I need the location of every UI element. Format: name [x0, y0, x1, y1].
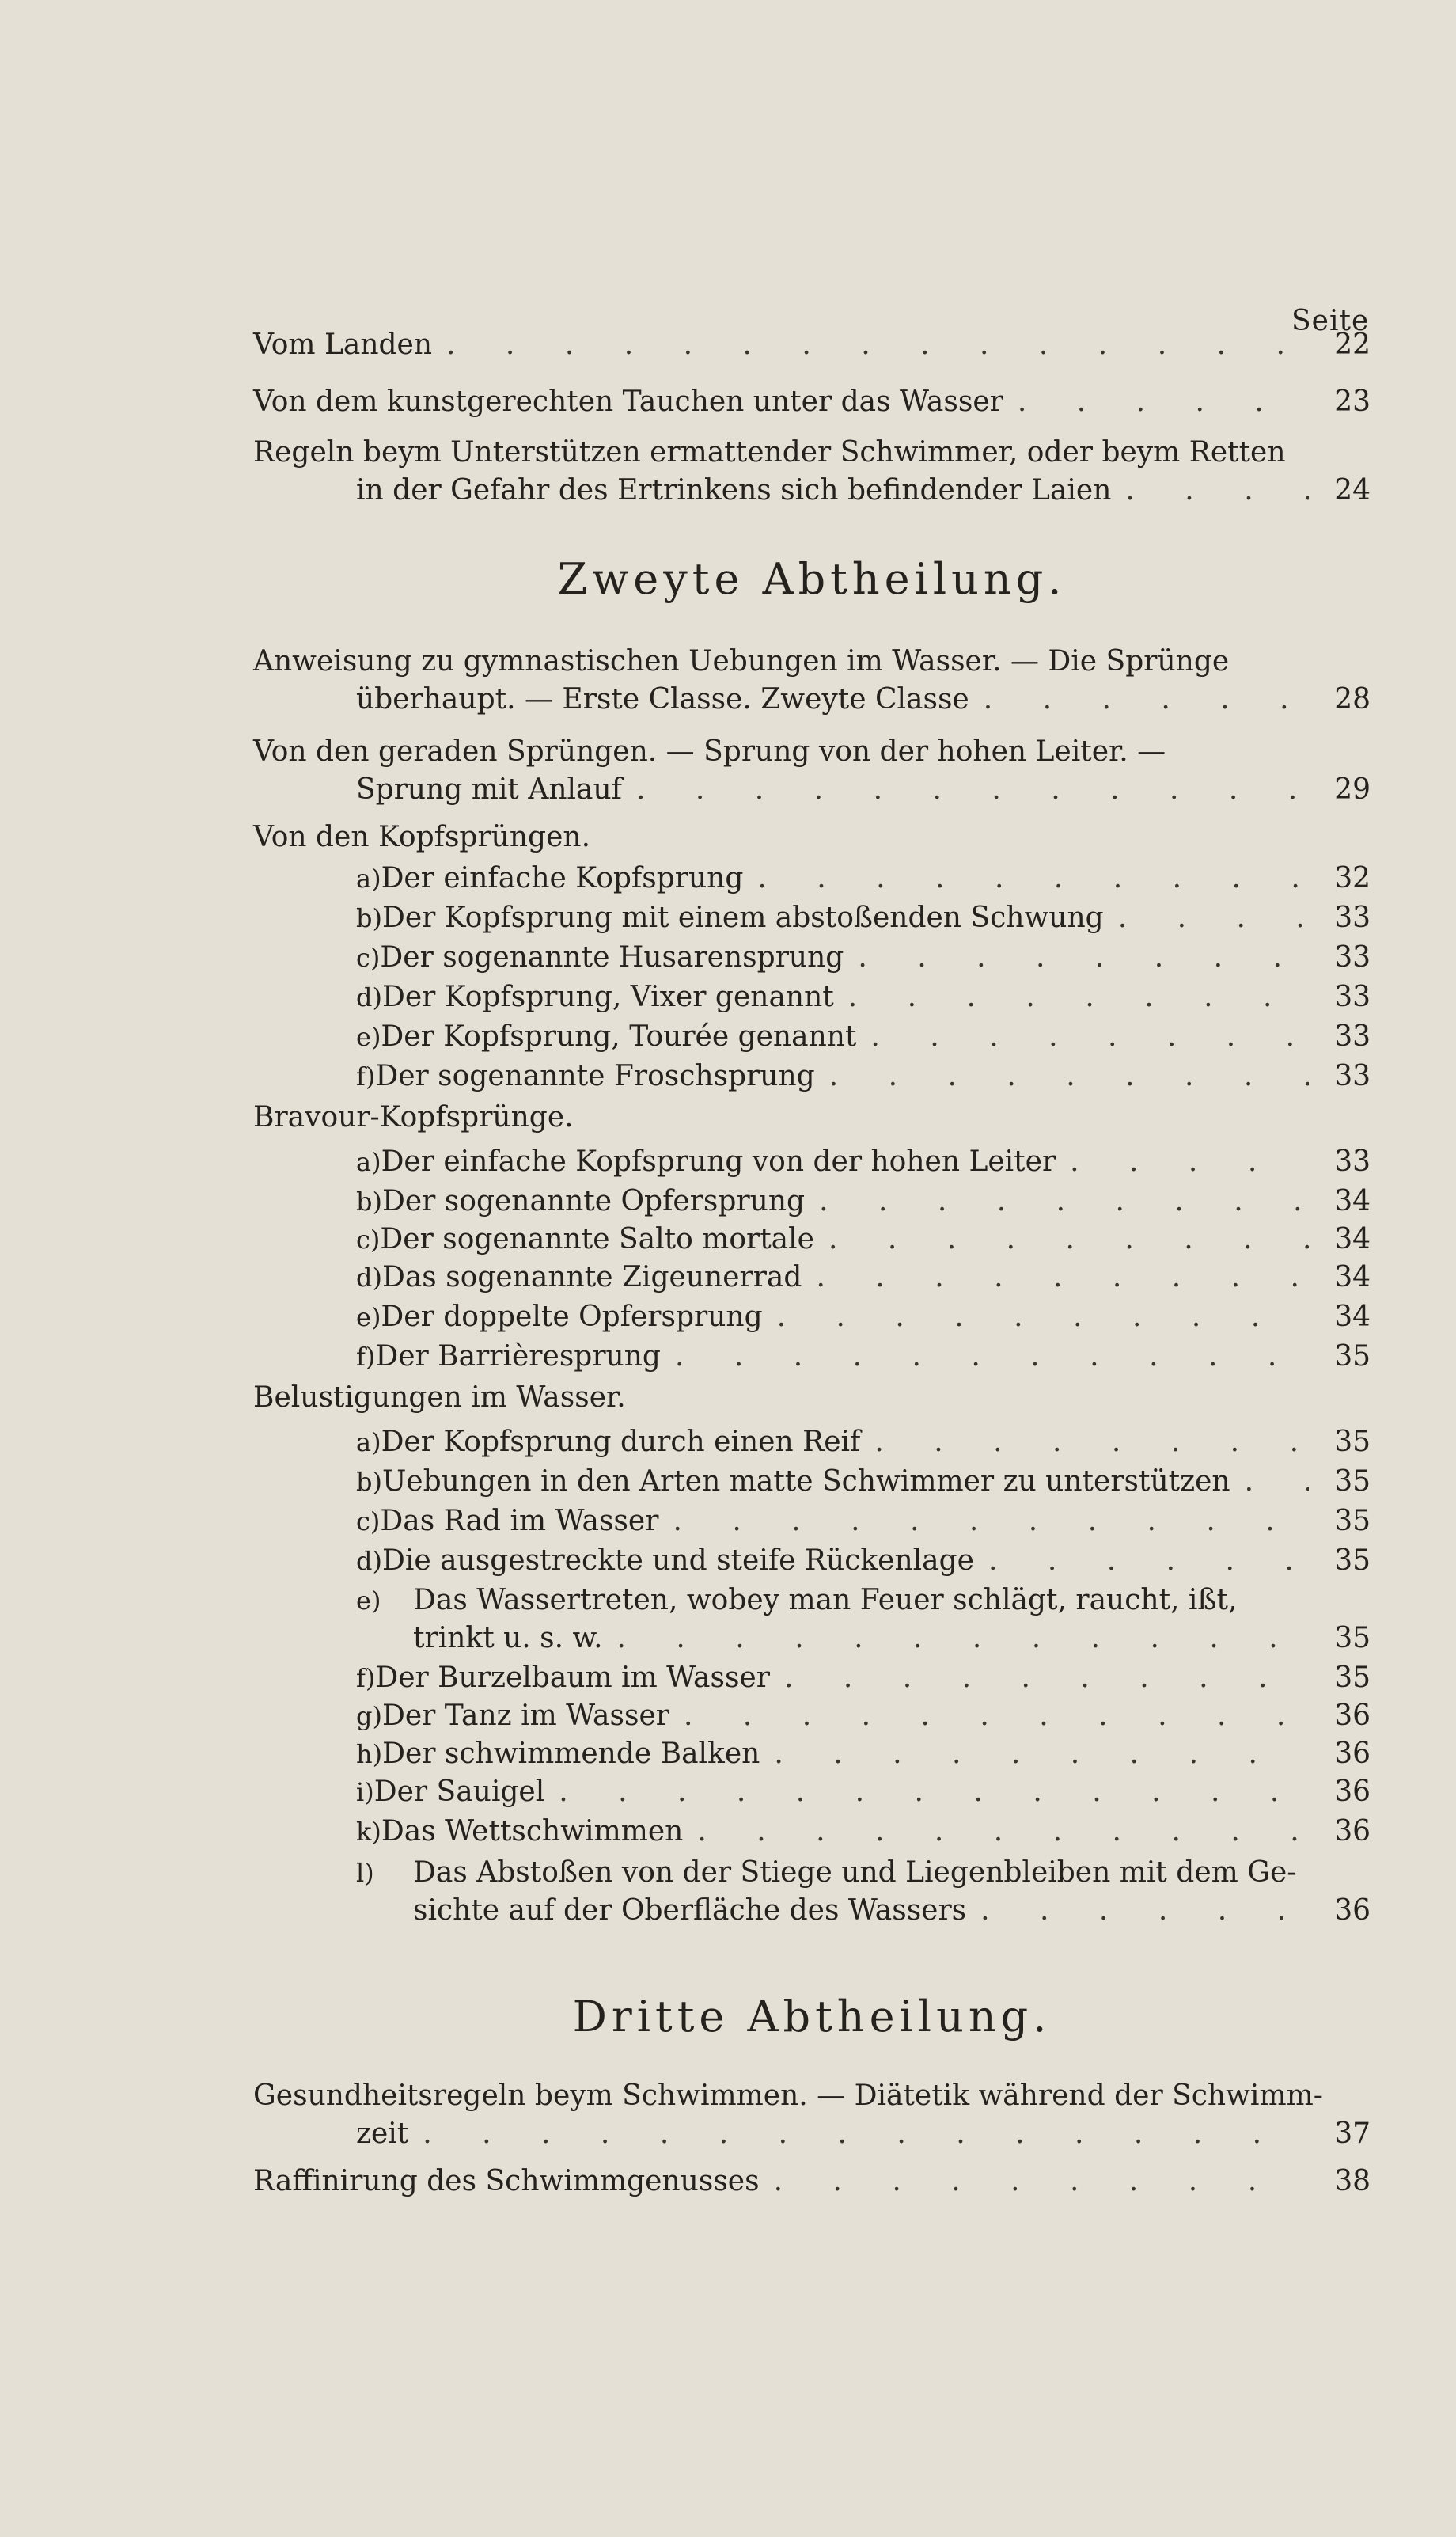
- page-number: 33: [1334, 941, 1371, 974]
- toc-subentry: d) Der Kopfsprung, Vixer genannt . . . 33: [356, 978, 1371, 1016]
- subsection-title: Belustigungen im Wasser.: [253, 1381, 626, 1414]
- section-heading: Dritte Abtheilung.: [572, 1992, 1052, 2041]
- page-number: 33: [1334, 1145, 1371, 1178]
- toc-subentry: c) Das Rad im Wasser . . . 35: [356, 1502, 1371, 1540]
- toc-subentry: e) Der doppelte Opfersprung . . . 34: [356, 1298, 1371, 1336]
- page-number: 34: [1334, 1185, 1371, 1217]
- toc-subentry: c) Der sogenannte Salto mortale . . . 34: [356, 1221, 1371, 1259]
- page-number: 35: [1334, 1622, 1371, 1654]
- toc-subentry: l) Das Abstoßen von der Stiege und Liegenbleiben mit dem Ge- sichte auf der Oberfläche des Wassers . . . 36: [356, 1854, 1371, 1930]
- page-number: 36: [1334, 1700, 1371, 1732]
- toc-subentry: c) Der sogenannte Husarensprung . . . 33: [356, 939, 1371, 977]
- toc-subentry: b) Der Kopfsprung mit einem abstoßenden Schwung . . . 33: [356, 899, 1371, 937]
- page-number: 35: [1334, 1662, 1371, 1694]
- toc-subentry: a) Der Kopfsprung durch einen Reif . . . 35: [356, 1423, 1371, 1461]
- page-number: 35: [1334, 1426, 1371, 1458]
- page-number: 36: [1334, 1894, 1371, 1927]
- page-number: 37: [1334, 2117, 1371, 2150]
- toc-subentry: f) Der Barrièresprung . . . 35: [356, 1338, 1371, 1376]
- toc-subentry: i) Der Sauigel . . . 36: [356, 1773, 1371, 1811]
- toc-entry: Gesundheitsregeln beym Schwimmen. — Diätetik während der Schwimm- zeit . . . 37: [253, 2077, 1371, 2153]
- page-number: 36: [1334, 1738, 1371, 1770]
- toc-entry: Regeln beym Unterstützen ermattender Schwimmer, oder beym Retten in der Gefahr des Ertrinkens sich befindender Laien . . . 24: [253, 434, 1371, 510]
- page-number: 33: [1334, 902, 1371, 934]
- page-number: 35: [1334, 1340, 1371, 1373]
- section-heading: Zweyte Abtheilung.: [557, 554, 1067, 604]
- page-number: 34: [1334, 1223, 1371, 1255]
- page-number: 32: [1334, 862, 1371, 894]
- page-number: 33: [1334, 1060, 1371, 1092]
- toc-subentry: d) Die ausgestreckte und steife Rückenlage . . . 35: [356, 1542, 1371, 1580]
- toc-subentry: g) Der Tanz im Wasser . . . 36: [356, 1697, 1371, 1735]
- toc-subentry: e) Der Kopfsprung, Tourée genannt . . . 33: [356, 1018, 1371, 1056]
- page-number: 33: [1334, 1020, 1371, 1053]
- toc-entry: Von dem kunstgerechten Tauchen unter das Wasser . . . 23: [253, 383, 1371, 421]
- toc-subentry: a) Der einfache Kopfsprung . . . 32: [356, 860, 1371, 898]
- toc-subentry: f) Der Burzelbaum im Wasser . . . 35: [356, 1659, 1371, 1697]
- subsection-title: Bravour-Kopfsprünge.: [253, 1101, 574, 1134]
- page-number: 35: [1334, 1544, 1371, 1577]
- page-column-label: Seite: [1291, 305, 1370, 337]
- page-number: 34: [1334, 1301, 1371, 1333]
- toc-entry: Vom Landen . . . 22: [253, 326, 1371, 364]
- page-number: 35: [1334, 1505, 1371, 1537]
- toc-subentry: k) Das Wettschwimmen . . . 36: [356, 1813, 1371, 1851]
- toc-subentry: e) Das Wassertreten, wobey man Feuer schlägt, raucht, ißt, trinkt u. s. w. . . . 35: [356, 1582, 1371, 1658]
- page-number: 36: [1334, 1776, 1371, 1808]
- page-number: 24: [1334, 474, 1371, 507]
- toc-subentry: a) Der einfache Kopfsprung von der hohen Leiter . . . 33: [356, 1143, 1371, 1181]
- page-number: 36: [1334, 1815, 1371, 1848]
- subsection-title: Von den Kopfsprüngen.: [253, 821, 591, 853]
- toc-subentry: f) Der sogenannte Froschsprung . . . 33: [356, 1058, 1371, 1096]
- page-number: 34: [1334, 1261, 1371, 1293]
- page-number: 29: [1334, 773, 1371, 806]
- page-number: 22: [1334, 329, 1371, 361]
- page-number: 33: [1334, 981, 1371, 1013]
- toc-subentry: b) Uebungen in den Arten matte Schwimmer zu unterstützen . . . 35: [356, 1463, 1371, 1501]
- toc-subentry: d) Das sogenannte Zigeunerrad . . . 34: [356, 1259, 1371, 1297]
- toc-entry: Anweisung zu gymnastischen Uebungen im Wasser. — Die Sprünge überhaupt. — Erste Classe. Zweyte Classe . . . 28: [253, 643, 1371, 719]
- page-number: 23: [1334, 385, 1371, 418]
- toc-subentry: b) Der sogenannte Opfersprung . . . 34: [356, 1183, 1371, 1221]
- toc-entry: Raffinirung des Schwimmgenusses . . . 38: [253, 2163, 1371, 2201]
- toc-subentry: h) Der schwimmende Balken . . . 36: [356, 1735, 1371, 1773]
- page-number: 38: [1334, 2165, 1371, 2197]
- page-number: 28: [1334, 683, 1371, 716]
- page-number: 35: [1334, 1465, 1371, 1498]
- toc-entry: Von den geraden Sprüngen. — Sprung von der hohen Leiter. — Sprung mit Anlauf . . . 29: [253, 733, 1371, 809]
